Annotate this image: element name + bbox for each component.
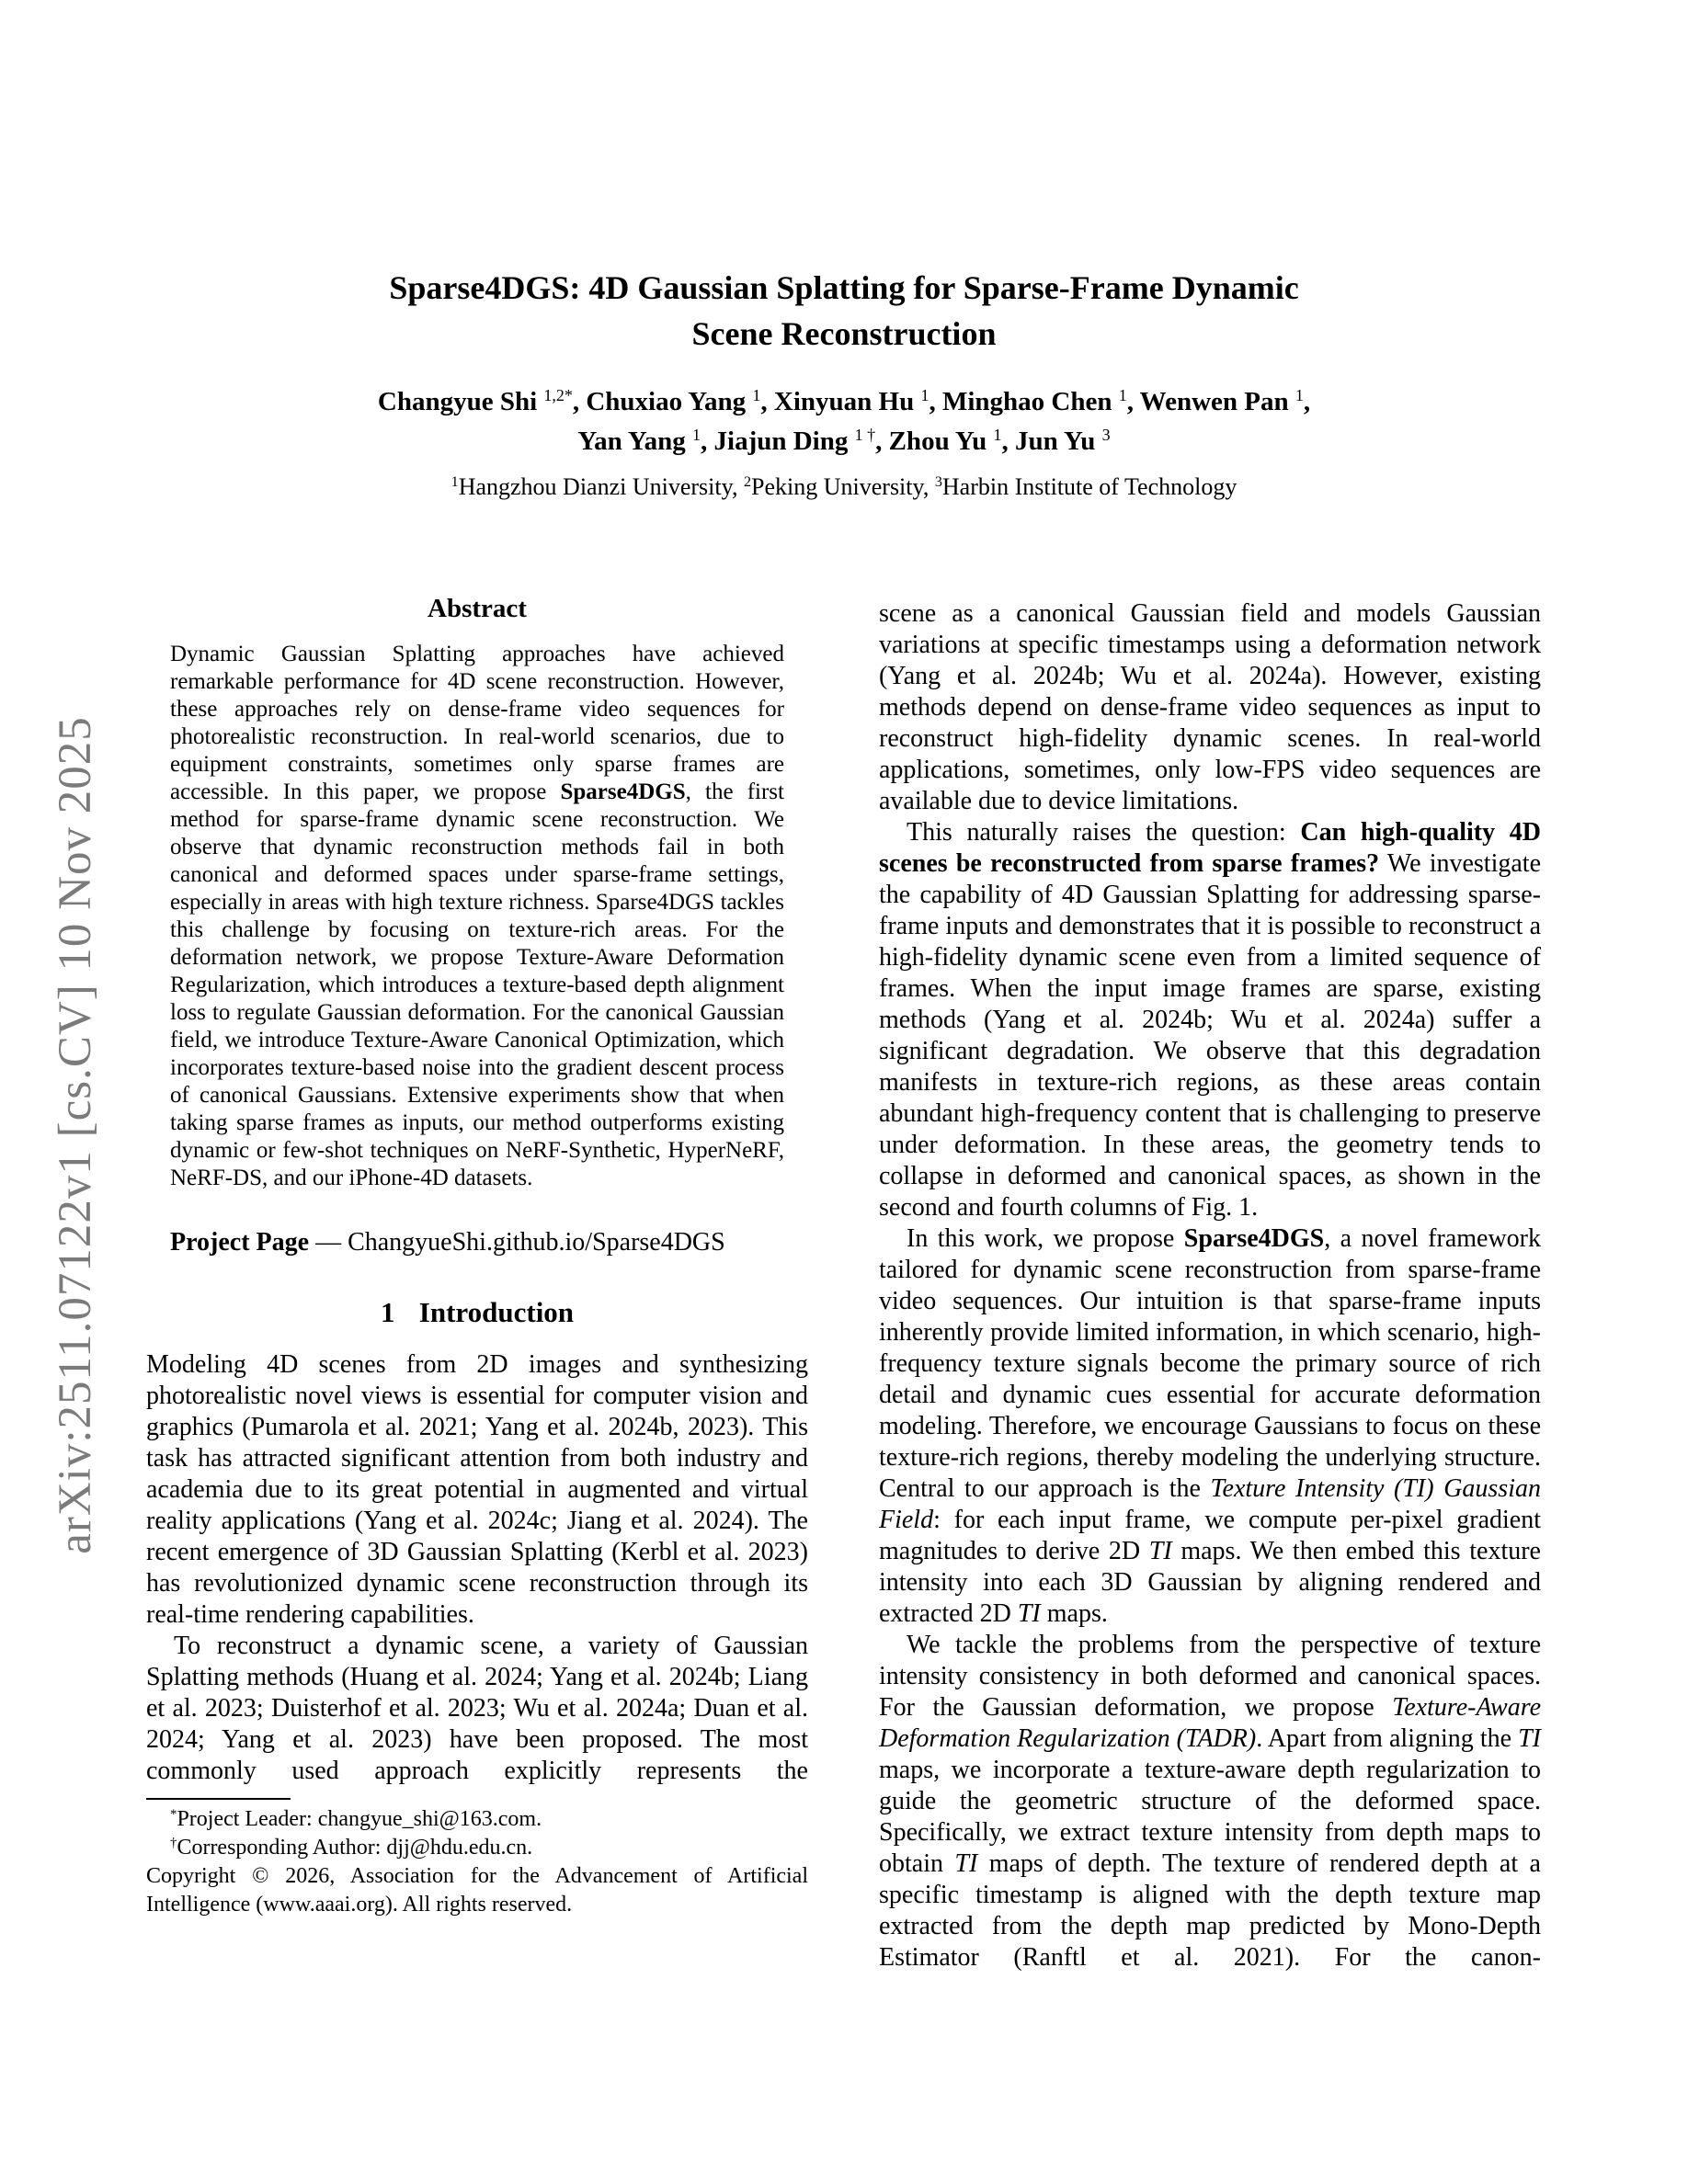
text-segment: Project Leader: changyue_shi@163.com.	[177, 1807, 542, 1831]
text-segment	[744, 473, 751, 500]
paragraph	[146, 1834, 808, 1862]
text-segment: , Xinyuan Hu	[760, 387, 921, 416]
text-segment	[543, 387, 572, 416]
text-segment: scene as a canonical Gaussian field and models Gaussian variations at specific timestamps using a deformation network (Yang et al. 2024b; Wu et al. 2024a). However, existing methods depend on dense-frame video sequences as input to reconstruct high-fidelity dynamic scenes. In real-world applications, sometimes, only low-FPS video sequences are available due to device limitations.	[879, 599, 1541, 815]
right-column	[879, 594, 1541, 1974]
paragraph	[879, 817, 1541, 1223]
paragraph	[879, 1223, 1541, 1630]
text-segment: Yan Yang	[577, 427, 693, 456]
paper-title-line-2: Scene Reconstruction	[691, 315, 997, 352]
abstract-heading: Abstract	[428, 594, 527, 623]
section-heading-introduction	[146, 1295, 808, 1329]
text-segment: : for each input frame, we compute per-pixel gradient magnitudes to derive 2D	[879, 1506, 1541, 1565]
text-segment	[451, 473, 459, 500]
footnotes	[146, 1805, 808, 1919]
text-segment: Corresponding Author: djj@hdu.edu.cn.	[177, 1836, 533, 1860]
text-segment	[855, 427, 875, 456]
paragraph	[879, 1630, 1541, 1974]
text-segment: maps.	[1040, 1599, 1108, 1628]
superscript: 1	[1295, 386, 1304, 405]
text-segment: maps. We then embed this texture intensity into each 3D Gaussian by aligning rendered and extracted 2D	[879, 1537, 1541, 1628]
text-segment: Sparse4DGS	[1183, 1224, 1325, 1253]
text-segment: , Wenwen Pan	[1126, 387, 1295, 416]
text-segment	[1102, 427, 1111, 456]
text-segment: Hangzhou Dianzi University,	[458, 473, 744, 500]
footnote-rule	[146, 1798, 291, 1800]
author-line-1	[0, 382, 1688, 422]
superscript: 1	[451, 474, 459, 491]
text-segment: , Minghao Chen	[929, 387, 1119, 416]
text-segment: , Jiajun Ding	[701, 427, 855, 456]
superscript: 3	[1101, 426, 1111, 445]
superscript: †	[170, 1835, 177, 1850]
paper-title-line-1: Sparse4DGS: 4D Gaussian Splatting for Sparse-Frame Dynamic	[389, 269, 1299, 306]
text-segment: TI	[954, 1849, 978, 1878]
superscript: 1	[920, 386, 930, 405]
abstract-text	[170, 641, 784, 1192]
text-segment: Texture Intensity (TI) Gaussian Field	[879, 1474, 1541, 1534]
paper-title	[0, 265, 1688, 357]
left-column	[146, 594, 808, 1974]
text-segment: Copyright © 2026, Association for the Advancement of Artificial Intelligence (www.aaai.org). All rights reserved.	[146, 1864, 808, 1917]
project-page-line	[170, 1227, 784, 1258]
text-segment: Peking University,	[751, 473, 935, 500]
text-segment: — ChangyueShi.github.io/Sparse4DGS	[309, 1228, 725, 1257]
text-segment: . Apart from aligning the	[1256, 1724, 1519, 1753]
superscript: 1,2*	[543, 386, 573, 405]
paragraph	[146, 1631, 808, 1787]
text-segment: In this work, we propose	[907, 1224, 1184, 1253]
superscript: 1	[1118, 386, 1127, 405]
text-segment: , Jun Yu	[1001, 427, 1102, 456]
text-segment: Sparse4DGS	[560, 779, 686, 804]
text-segment: TI	[1518, 1724, 1541, 1753]
text-segment: Texture-Aware Deformation Regularization (TADR)	[879, 1693, 1541, 1753]
text-segment	[692, 427, 701, 456]
superscript: 1 †	[854, 426, 876, 445]
text-segment: TI	[1148, 1537, 1172, 1565]
text-segment: TI	[1017, 1599, 1041, 1628]
text-segment: maps of depth. The texture of rendered depth at a specific timestamp is aligned with the depth texture map extracted from the depth map predicted by Mono-Depth Estimator (Ranftl et al. 2021). For the canon-	[879, 1849, 1541, 1972]
text-segment	[1295, 387, 1304, 416]
text-segment: This naturally raises the question:	[907, 818, 1301, 847]
text-segment: , Chuxiao Yang	[572, 387, 753, 416]
text-segment: To reconstruct a dynamic scene, a variety of Gaussian Splatting methods (Huang et al. 2024; Yang et al. 2024b; Liang et al. 2023; Duisterhof et al. 2023; Wu et al. 2024a; Duan et al. 2024; Yang et al. 2023) have been proposed. The most commonly used approach explicitly represents the	[146, 1632, 808, 1785]
text-segment: Modeling 4D scenes from 2D images and synthesizing photorealistic novel views is essential for computer vision and graphics (Pumarola et al. 2021; Yang et al. 2024b, 2023). This task has attracted significant attention from both industry and academia due to its great potential in augmented and virtual reality applications (Yang et al. 2024c; Jiang et al. 2024). The recent emergence of 3D Gaussian Splatting (Kerbl et al. 2023) has revolutionized dynamic scene reconstruction through its real-time rendering capabilities.	[146, 1350, 808, 1629]
text-segment: Project Page	[170, 1228, 310, 1257]
superscript: 1	[752, 386, 761, 405]
text-segment	[1119, 387, 1127, 416]
paragraph	[170, 641, 784, 1192]
superscript: 2	[743, 474, 752, 491]
paragraph	[879, 598, 1541, 817]
two-column-body	[0, 594, 1688, 1974]
arxiv-watermark: arXiv:2511.07122v1 [cs.CV] 10 Nov 2025	[50, 716, 101, 1554]
text-segment: , a novel framework tailored for dynamic scene reconstruction from sparse-frame video sequences. Our intuition is that sparse-frame inputs inherently provide limited information, in which scenario, high-frequency texture signals become the primary source of rich detail and dynamic cues essential for accurate deformation modeling. Therefore, we encourage Gaussians to focus on these texture-rich regions, thereby modeling the underlying structure. Central to our approach is the	[879, 1224, 1542, 1503]
superscript: 1	[692, 426, 701, 445]
superscript: 3	[934, 474, 942, 491]
text-segment: Changyue Shi	[377, 387, 544, 416]
text-segment	[994, 427, 1002, 456]
introduction-paragraphs	[146, 1349, 808, 1787]
text-segment: , the first method for sparse-frame dynamic scene reconstruction. We observe that dynamic reconstruction methods fail in both canonical and deformed spaces under sparse-frame settings, especially in areas with high texture richness. Sparse4DGS tackles this challenge by focusing on texture-rich areas. For the deformation network, we propose Texture-Aware Deformation Regularization, which introduces a texture-based depth alignment loss to regulate Gaussian deformation. For the canonical Gaussian field, we introduce Texture-Aware Canonical Optimization, which incorporates texture-based noise into the gradient descent process of canonical Gaussians. Extensive experiments show that when taking sparse frames as inputs, our method outperforms existing dynamic or few-shot techniques on NeRF-Synthetic, HyperNeRF, NeRF-DS, and our iPhone-4D datasets.	[170, 779, 784, 1190]
section-number: 1	[380, 1296, 395, 1328]
right-column-paragraphs	[879, 598, 1541, 1974]
text-segment: maps, we incorporate a texture-aware depth regularization to guide the geometric structure of the deformed space. Specifically, we extract texture intensity from depth maps to obtain	[879, 1756, 1541, 1878]
author-line-2	[0, 422, 1688, 461]
text-segment: We tackle the problems from the perspective of texture intensity consistency in both deformed and canonical spaces. For the Gaussian deformation, we propose	[879, 1631, 1541, 1722]
text-segment: We investigate the capability of 4D Gaussian Splatting for addressing sparse-frame inputs and demonstrates that it is possible to reconstruct a high-fidelity dynamic scene even from a limited sequence of frames. When the input image frames are sparse, existing methods (Yang et al. 2024b; Wu et al. 2024a) suffer a significant degradation. We observe that this degradation manifests in texture-rich regions, as these areas contain abundant high-frequency content that is challenging to preserve under deformation. In these areas, the geometry tends to collapse in deformed and canonical spaces, as shown in the second and fourth columns of Fig. 1.	[879, 849, 1541, 1222]
title-block	[0, 0, 1688, 502]
superscript: *	[170, 1806, 177, 1822]
paragraph	[146, 1862, 808, 1919]
text-segment: Dynamic Gaussian Splatting approaches have achieved remarkable performance for 4D scene reconstruction. However, these approaches rely on dense-frame video sequences for photorealistic reconstruction. In real-world scenarios, due to equipment constraints, sometimes only sparse frames are accessible. In this paper, we propose	[170, 642, 784, 804]
text-segment: Can high-quality 4D scenes be reconstructed from sparse frames?	[879, 818, 1541, 878]
text-segment: ,	[1303, 387, 1311, 416]
text-segment: , Zhou Yu	[875, 427, 994, 456]
paragraph	[146, 1805, 808, 1834]
affiliations	[0, 472, 1688, 502]
text-segment: Harbin Institute of Technology	[941, 473, 1237, 500]
section-title: Introduction	[418, 1296, 575, 1328]
paragraph	[146, 1349, 808, 1631]
superscript: 1	[993, 426, 1002, 445]
text-segment	[935, 473, 942, 500]
